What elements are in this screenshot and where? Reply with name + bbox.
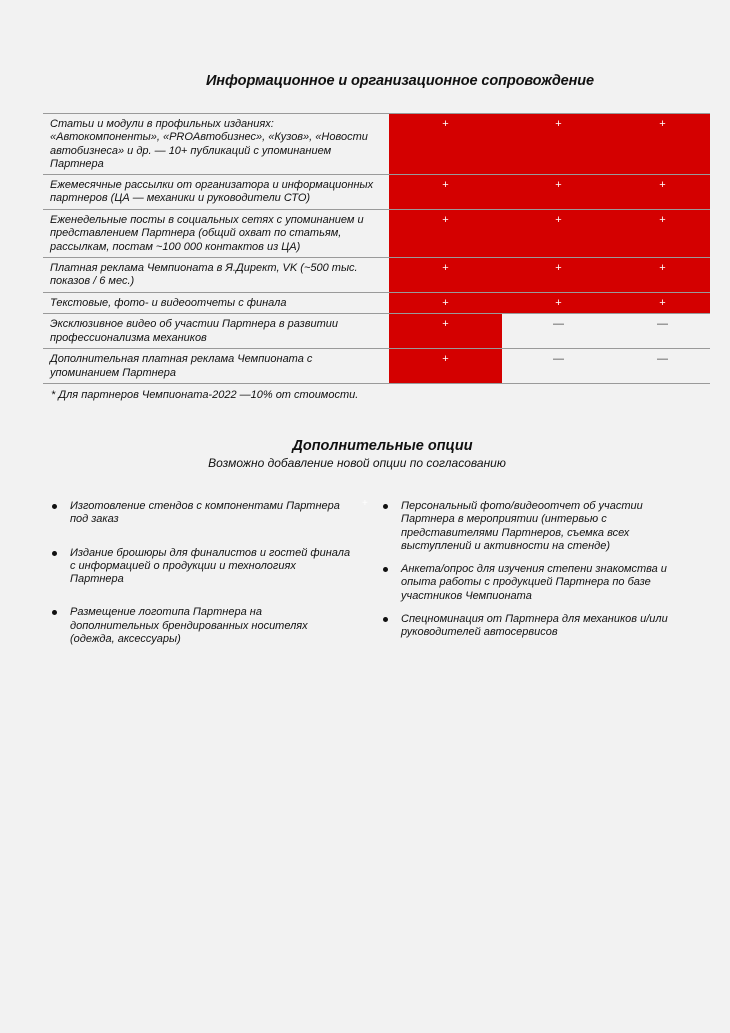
not-included-mark: — <box>502 349 615 384</box>
included-mark: + <box>615 210 710 258</box>
bullet-icon <box>383 617 388 622</box>
included-mark: + <box>502 293 615 314</box>
table-row <box>43 293 710 314</box>
row-label: Текстовые, фото- и видеоотчеты с финала <box>43 293 389 314</box>
row-label: Ежемесячные рассылки от организатора и информационных партнеров (ЦА — механики и руководители СТО) <box>43 175 389 210</box>
table-row <box>43 314 710 349</box>
row-label: Платная реклама Чемпионата в Я.Директ, VK (~500 тыс. показов / 6 мес.) <box>43 258 389 293</box>
stray-plus-mark: + <box>362 498 368 509</box>
list-item <box>52 606 352 646</box>
list-item-text: Издание брошюры для финалистов и гостей финала с информацией о продукции и технологиях Партнера <box>70 546 351 586</box>
included-mark: + <box>389 293 502 314</box>
bullet-icon <box>383 567 388 572</box>
options-list-right <box>383 500 693 650</box>
table-row <box>43 114 710 175</box>
included-mark: + <box>389 114 502 175</box>
included-mark: + <box>502 210 615 258</box>
row-label: Статьи и модули в профильных изданиях: «Автокомпоненты», «PROАвтобизнес», «Кузов», «Новости автобизнеса» и др. — 10+ публикаций с упоминанием Партнера <box>43 114 389 175</box>
footnote: * Для партнеров Чемпионата-2022 —10% от стоимости. <box>51 389 359 401</box>
table-row <box>43 258 710 293</box>
list-item-text: Анкета/опрос для изучения степени знакомства и опыта работы с продукцией Партнера по базе участников Чемпионата <box>401 563 667 602</box>
row-label: Еженедельные посты в социальных сетях с упоминанием и представлением Партнера (общий охват по статьям, рассылкам, постам ~100 000 контактов из ЦА) <box>43 210 389 258</box>
included-mark: + <box>502 258 615 293</box>
not-included-mark: — <box>615 314 710 349</box>
list-item-text: Размещение логотипа Партнера на дополнительных брендированных носителях (одежда, аксессуары) <box>70 606 308 646</box>
list-item-text: Спецноминация от Партнера для механиков и/или руководителей автосервисов <box>401 613 668 639</box>
list-item-text: Изготовление стендов с компонентами Партнера под заказ <box>70 500 340 526</box>
benefits-table <box>43 113 710 384</box>
bullet-icon <box>52 504 57 509</box>
included-mark: + <box>389 175 502 210</box>
bullet-icon <box>383 504 388 509</box>
section-subtitle: Возможно добавление новой опции по согласованию <box>208 456 506 470</box>
included-mark: + <box>615 175 710 210</box>
section-title-info-support: Информационное и организационное сопровождение <box>205 73 595 89</box>
list-item <box>383 563 693 603</box>
included-mark: + <box>502 175 615 210</box>
table-row <box>43 210 710 258</box>
options-list-left <box>52 500 352 666</box>
row-label: Эксклюзивное видео об участии Партнера в развитии профессионализма механиков <box>43 314 389 349</box>
included-mark: + <box>615 258 710 293</box>
included-mark: + <box>615 114 710 175</box>
included-mark: + <box>615 293 710 314</box>
not-included-mark: — <box>615 349 710 384</box>
section-title-additional-options: Дополнительные опции <box>292 438 473 454</box>
included-mark: + <box>389 349 502 384</box>
list-item <box>383 500 693 553</box>
list-item <box>383 613 693 640</box>
included-mark: + <box>502 114 615 175</box>
bullet-icon <box>52 610 57 615</box>
row-label: Дополнительная платная реклама Чемпионата с упоминанием Партнера <box>43 349 389 384</box>
table-row <box>43 349 710 384</box>
table-row <box>43 175 710 210</box>
included-mark: + <box>389 314 502 349</box>
included-mark: + <box>389 258 502 293</box>
list-item <box>52 500 352 527</box>
included-mark: + <box>389 210 502 258</box>
list-item <box>52 547 352 587</box>
bullet-icon <box>52 551 57 556</box>
not-included-mark: — <box>502 314 615 349</box>
list-item-text: Персональный фото/видеоотчет об участии Партнера в мероприятии (интервью с представителями Партнеров, съемка всех выступлений и активности на стенде) <box>401 500 643 552</box>
